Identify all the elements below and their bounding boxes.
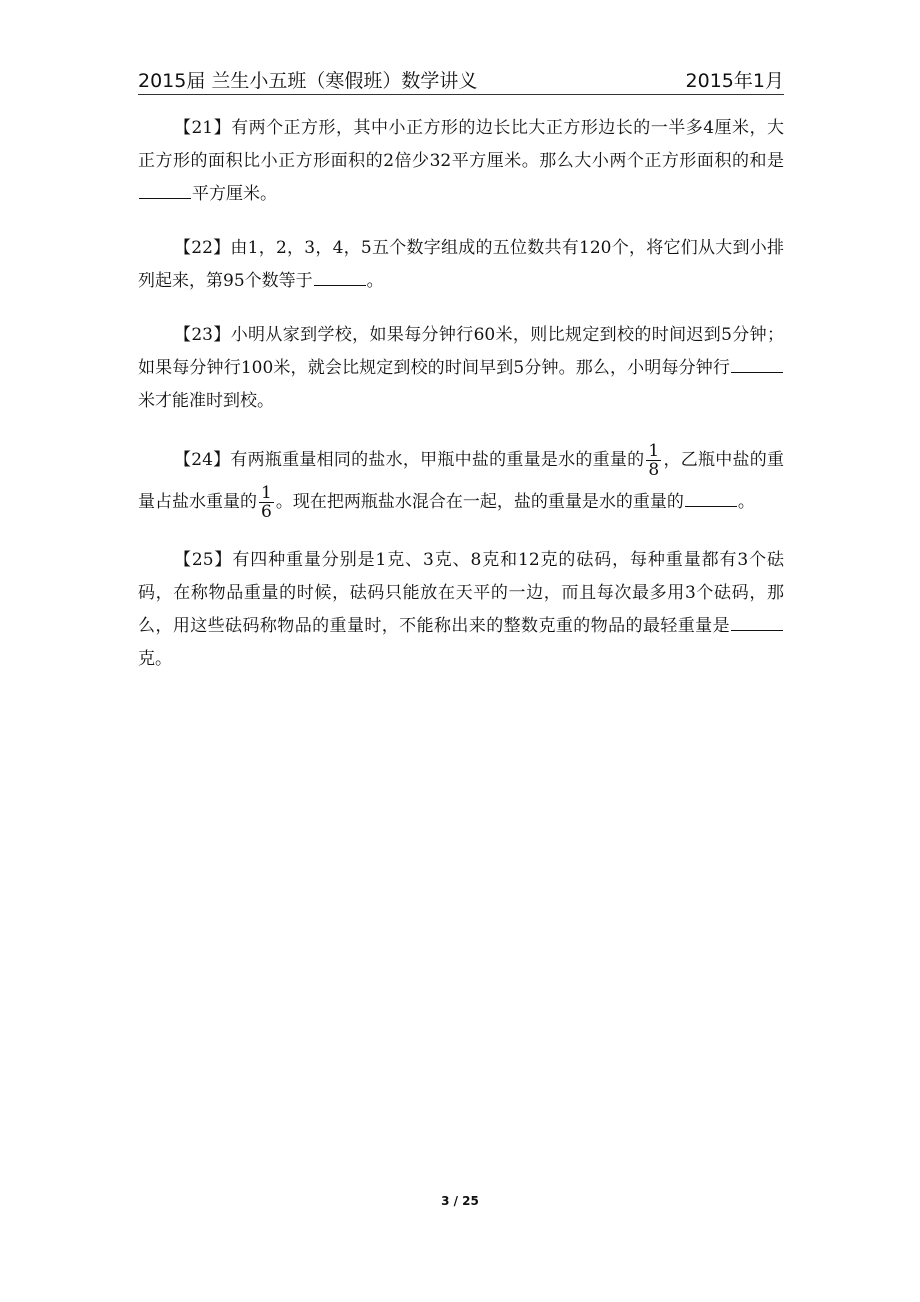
fraction-one-sixth [259,484,274,521]
header-date: 2015年1月 [685,70,784,92]
problem-text-part2: ，乙瓶中盐的重量占盐水重量的 [138,450,785,512]
problem-number: 【21】 [174,118,232,138]
problem-text: 有四种重量分别是1克、3克、8克和12克的砝码，每种重量都有3个砝码，在称物品重量的时候，砝码只能放在天平的一边，而且每次最多用3个砝码，那么，用这些砝码称物品的重量时，不能称出来的整数克重的物品的最轻重量是 [138,550,784,636]
problem-24 [138,439,784,523]
problem-21 [138,112,784,211]
problem-number: 【23】 [174,325,231,345]
problem-text: 由1，2，3，4，5五个数字组成的五位数共有120个，将它们从大到小排列起来，第95个数等于 [138,238,784,291]
problem-number: 【24】 [174,450,231,470]
page-header [138,64,784,95]
problem-25 [138,544,784,676]
fraction-one-eighth [646,442,661,479]
problem-number: 【22】 [174,238,231,258]
answer-blank [685,505,737,507]
fraction-denominator: 6 [261,502,272,522]
problem-22 [138,232,784,298]
page-number: 3 / 25 [441,1194,479,1208]
problem-text-end: 平方厘米。 [192,184,277,204]
problem-text-end: 。 [737,492,755,512]
fraction-denominator: 8 [648,460,660,480]
problem-text-end: 米才能准时到校。 [138,391,274,411]
problem-text: 有两个正方形，其中小正方形的边长比大正方形边长的一半多4厘米，大正方形的面积比小正方形面积的2倍少32平方厘米。那么大小两个正方形面积的和是 [138,118,784,171]
header-title: 2015届 兰生小五班（寒假班）数学讲义 [138,70,478,92]
problem-text-part3: 。现在把两瓶盐水混合在一起，盐的重量是水的重量的 [275,492,684,512]
fraction-numerator: 1 [648,441,660,461]
answer-blank [314,284,366,286]
answer-blank [731,371,783,373]
answer-blank [731,629,783,631]
problem-text: 小明从家到学校，如果每分钟行60米，则比规定到校的时间迟到5分钟；如果每分钟行100米，就会比规定到校的时间早到5分钟。那么，小明每分钟行 [138,325,784,378]
problem-23 [138,319,784,418]
answer-blank [139,197,191,199]
problem-text-part1: 有两瓶重量相同的盐水，甲瓶中盐的重量是水的重量的 [230,450,645,470]
problem-text-end: 。 [366,271,384,291]
problem-text-end: 克。 [138,649,172,669]
page-footer [0,1194,920,1208]
problem-number: 【25】 [174,550,233,570]
problem-list [138,112,784,697]
fraction-numerator: 1 [261,483,272,503]
